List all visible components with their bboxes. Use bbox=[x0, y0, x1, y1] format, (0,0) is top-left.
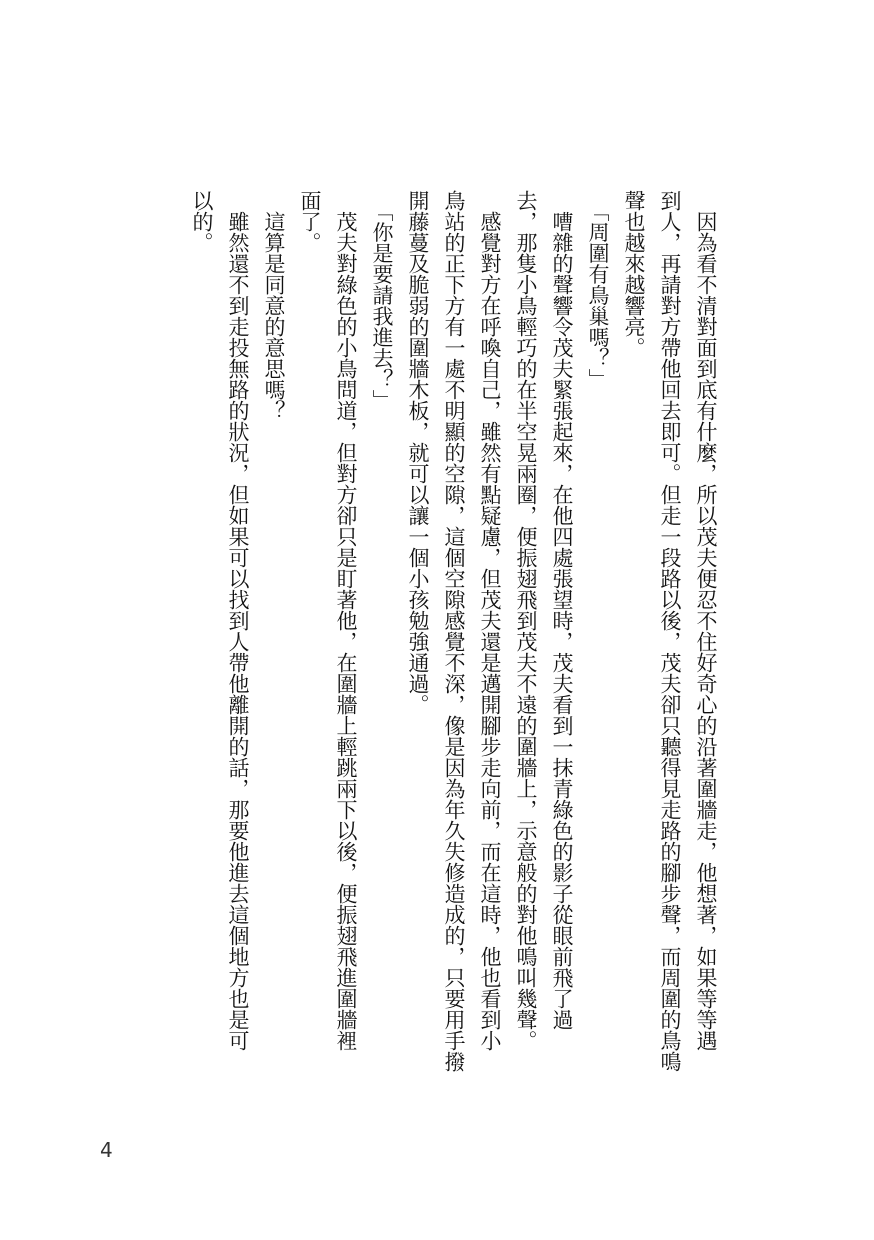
vertical-text-body bbox=[149, 190, 724, 1110]
text-line-15: 以的。 bbox=[190, 190, 214, 253]
text-line-14: 雖然還不到走投無路的狀況，但如果可以找到人帶他離開的話，那要他進去這個地方也是可 bbox=[226, 190, 250, 1051]
text-line-5: 嘈雜的聲響令茂夫緊張起來，在他四處張望時，茂夫看到一抹青綠色的影子從眼前飛了過 bbox=[550, 190, 574, 1030]
text-line-10: 「你是要請我進去？」 bbox=[370, 190, 394, 411]
text-line-3: 聲也越來越響亮。 bbox=[622, 190, 646, 358]
text-line-2: 到人，再請對方帶他回去即可。但走一段路以後，茂夫卻只聽得見走路的腳步聲，而周圍的鳥鳴 bbox=[658, 190, 682, 1072]
text-line-1: 因為看不清對面到底有什麼，所以茂夫便忍不住好奇心的沿著圍牆走，他想著，如果等等遇 bbox=[694, 190, 718, 1051]
text-line-12: 面了。 bbox=[298, 190, 322, 253]
text-line-8: 鳥站的正下方有一處不明顯的空隙，這個空隙感覺不深，像是因為年久失修造成的，只要用手撥 bbox=[442, 190, 466, 1072]
text-line-11: 茂夫對綠色的小鳥問道，但對方卻只是盯著他，在圍牆上輕跳兩下以後，便振翅飛進圍牆裡 bbox=[334, 190, 358, 1051]
text-line-6: 去，那隻小鳥輕巧的在半空晃兩圈，便振翅飛到茂夫不遠的圍牆上，示意般的對他鳴叫幾聲。 bbox=[514, 190, 538, 1051]
text-line-9: 開藤蔓及脆弱的圍牆木板，就可以讓一個小孩勉強通過。 bbox=[406, 190, 430, 715]
text-line-7: 感覺對方在呼喚自己，雖然有點疑慮，但茂夫還是邁開腳步走向前，而在這時，他也看到小 bbox=[478, 190, 502, 1051]
page-number: 4 bbox=[100, 1138, 113, 1162]
text-line-4: 「周圍有鳥巢嗎？」 bbox=[586, 190, 610, 390]
text-line-13: 這算是同意的意思嗎？ bbox=[262, 190, 286, 421]
